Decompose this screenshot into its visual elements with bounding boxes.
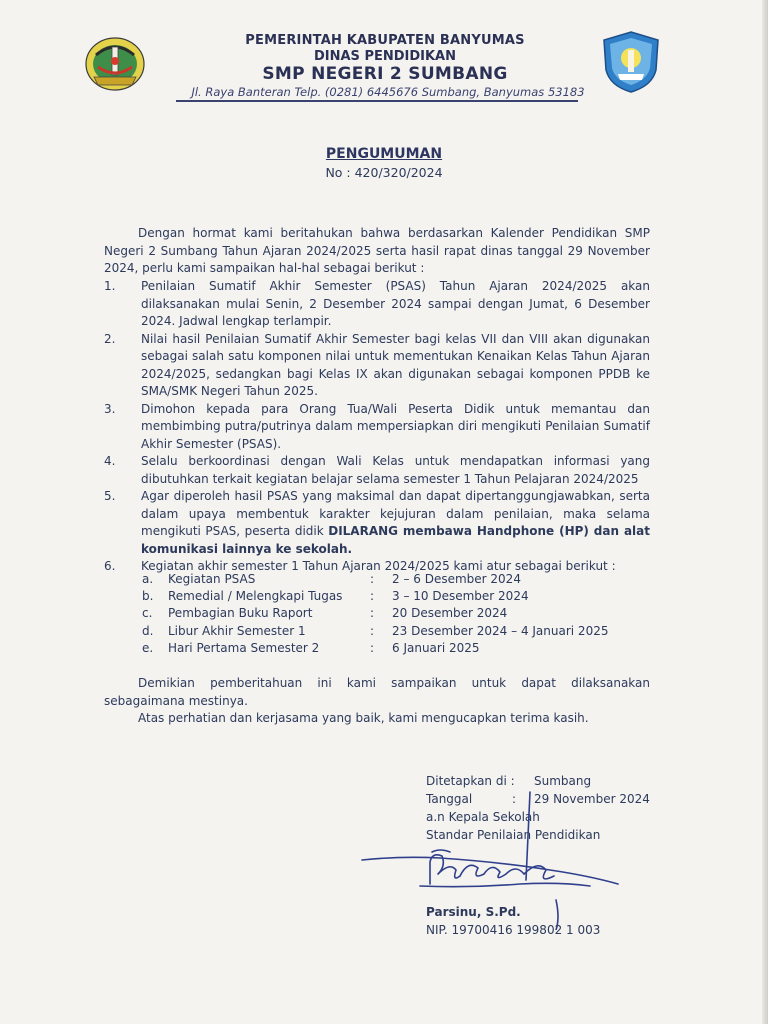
schedule-date: 20 Desember 2024	[392, 606, 508, 620]
list-text: Kegiatan akhir semester 1 Tahun Ajaran 2024/2025 kami atur sebagai berikut :	[141, 559, 616, 573]
list-item-4	[104, 453, 650, 488]
schedule-letter: a.	[142, 572, 154, 586]
schedule-activity: Hari Pertama Semester 2	[168, 641, 320, 655]
schedule-date: 6 Januari 2025	[392, 641, 480, 655]
place-label: Ditetapkan di :	[426, 774, 515, 788]
list-text: Dimohon kepada para Orang Tua/Wali Peserta Didik untuk memantau dan membimbing putra/putrinya dalam mempersiapkan diri mengikuti Penilaian Sumatif Akhir Semester (PSAS).	[141, 401, 650, 451]
schedule-letter: c.	[142, 606, 153, 620]
place-value: Sumbang	[534, 774, 592, 788]
schedule-activity: Pembagian Buku Raport	[168, 606, 313, 620]
signature-place-row	[426, 773, 592, 791]
list-text: Agar diperoleh hasil PSAS yang maksimal dan dapat dipertanggungjawabkan, serta dalam upaya membentuk karakter kejujuran dalam penilaian, maka selama mengikuti PSAS, peserta didik	[141, 489, 650, 538]
schedule-activity: Kegiatan PSAS	[168, 572, 256, 586]
list-text: Selalu berkoordinasi dengan Wali Kelas untuk mendapatkan informasi yang dibutuhkan terkait kegiatan belajar selama semester 1 Tahun Pelajaran 2024/2025	[141, 454, 650, 486]
list-item-5	[104, 488, 650, 558]
intro-paragraph	[104, 225, 650, 278]
header-school-name: SMP NEGERI 2 SUMBANG	[262, 64, 508, 84]
list-item-3	[104, 401, 650, 454]
schedule-colon: :	[370, 641, 375, 655]
schedule-letter: e.	[142, 641, 154, 655]
signature-role-2: Standar Penilaian Pendidikan	[426, 828, 601, 842]
signer-name: Parsinu, S.Pd.	[426, 905, 521, 919]
list-number: 6.	[104, 559, 116, 573]
school-shield-logo	[602, 30, 660, 94]
intro-text: Dengan hormat kami beritahukan bahwa berdasarkan Kalender Pendidikan SMP Negeri 2 Sumbang Tahun Ajaran 2024/2025 serta hasil rapat dinas tanggal 29 November 2024, perlu kami sampaikan hal-hal sebagai berikut :	[104, 226, 650, 275]
schedule-colon: :	[370, 606, 375, 620]
page-edge-shadow	[762, 0, 768, 1024]
list-text: Penilaian Sumatif Akhir Semester (PSAS) Tahun Ajaran 2024/2025 akan dilaksanakan mulai Senin, 2 Desember 2024 sampai dengan Jumat, 6 Desember 2024. Jadwal lengkap terlampir.	[141, 279, 650, 328]
schedule-letter: b.	[142, 589, 154, 603]
closing-paragraph	[104, 675, 650, 728]
announcement-list	[104, 278, 650, 576]
schedule-colon: :	[370, 624, 375, 638]
schedule-colon: :	[370, 589, 375, 603]
signature-role-1: a.n Kepala Sekolah	[426, 810, 540, 824]
list-number: 3.	[104, 401, 116, 416]
schedule-activity: Libur Akhir Semester 1	[168, 624, 306, 638]
date-value: 29 November 2024	[534, 792, 650, 806]
closing-text-2: Atas perhatian dan kerjasama yang baik, kami mengucapkan terima kasih.	[138, 711, 589, 725]
closing-line-1	[104, 675, 650, 710]
list-number: 4.	[104, 454, 116, 468]
list-text: Nilai hasil Penilaian Sumatif Akhir Semester bagi kelas VII dan VIII akan digunakan sebagai salah satu komponen nilai untuk mementukan Kenaikan Kelas Tahun Ajaran 2024/2025, sedangkan bagi Kelas IX akan digunakan sebagai komponen PPDB ke SMA/SMK Negeri Tahun 2025.	[141, 331, 650, 398]
closing-text-1: Demikian pemberitahuan ini kami sampaikan untuk dapat dilaksanakan sebagaimana mestinya.	[104, 676, 650, 708]
signer-nip: NIP. 19700416 199802 1 003	[426, 923, 601, 937]
schedule-date: 3 – 10 Desember 2024	[392, 589, 529, 603]
schedule-date: 23 Desember 2024 – 4 Januari 2025	[392, 624, 609, 638]
schedule-date: 2 – 6 Desember 2024	[392, 572, 521, 586]
schedule-colon: :	[370, 572, 375, 586]
header-address: Jl. Raya Banteran Telp. (0281) 6445676 Sumbang, Banyumas 53183	[191, 85, 585, 99]
list-text-bold-warning: DILARANG membawa Handphone (HP) dan alat komunikasi lainnya ke sekolah.	[141, 524, 650, 556]
list-item-2	[104, 331, 650, 401]
list-number: 1.	[104, 279, 116, 293]
header-divider	[176, 100, 578, 102]
header-government: PEMERINTAH KABUPATEN BANYUMAS	[245, 33, 525, 48]
schedule-activity: Remedial / Melengkapi Tugas	[168, 589, 343, 603]
banyumas-emblem-logo	[84, 33, 146, 95]
document-number: No : 420/320/2024	[325, 165, 443, 180]
header-department: DINAS PENDIDIKAN	[313, 49, 457, 64]
list-number: 2.	[104, 331, 116, 346]
date-label: Tanggal	[426, 792, 473, 806]
list-item-1	[104, 278, 650, 331]
closing-line-2	[104, 710, 650, 728]
document-title: PENGUMUMAN	[325, 146, 443, 162]
schedule-letter: d.	[142, 624, 154, 638]
list-number: 5.	[104, 489, 116, 503]
date-colon: :	[512, 792, 517, 806]
